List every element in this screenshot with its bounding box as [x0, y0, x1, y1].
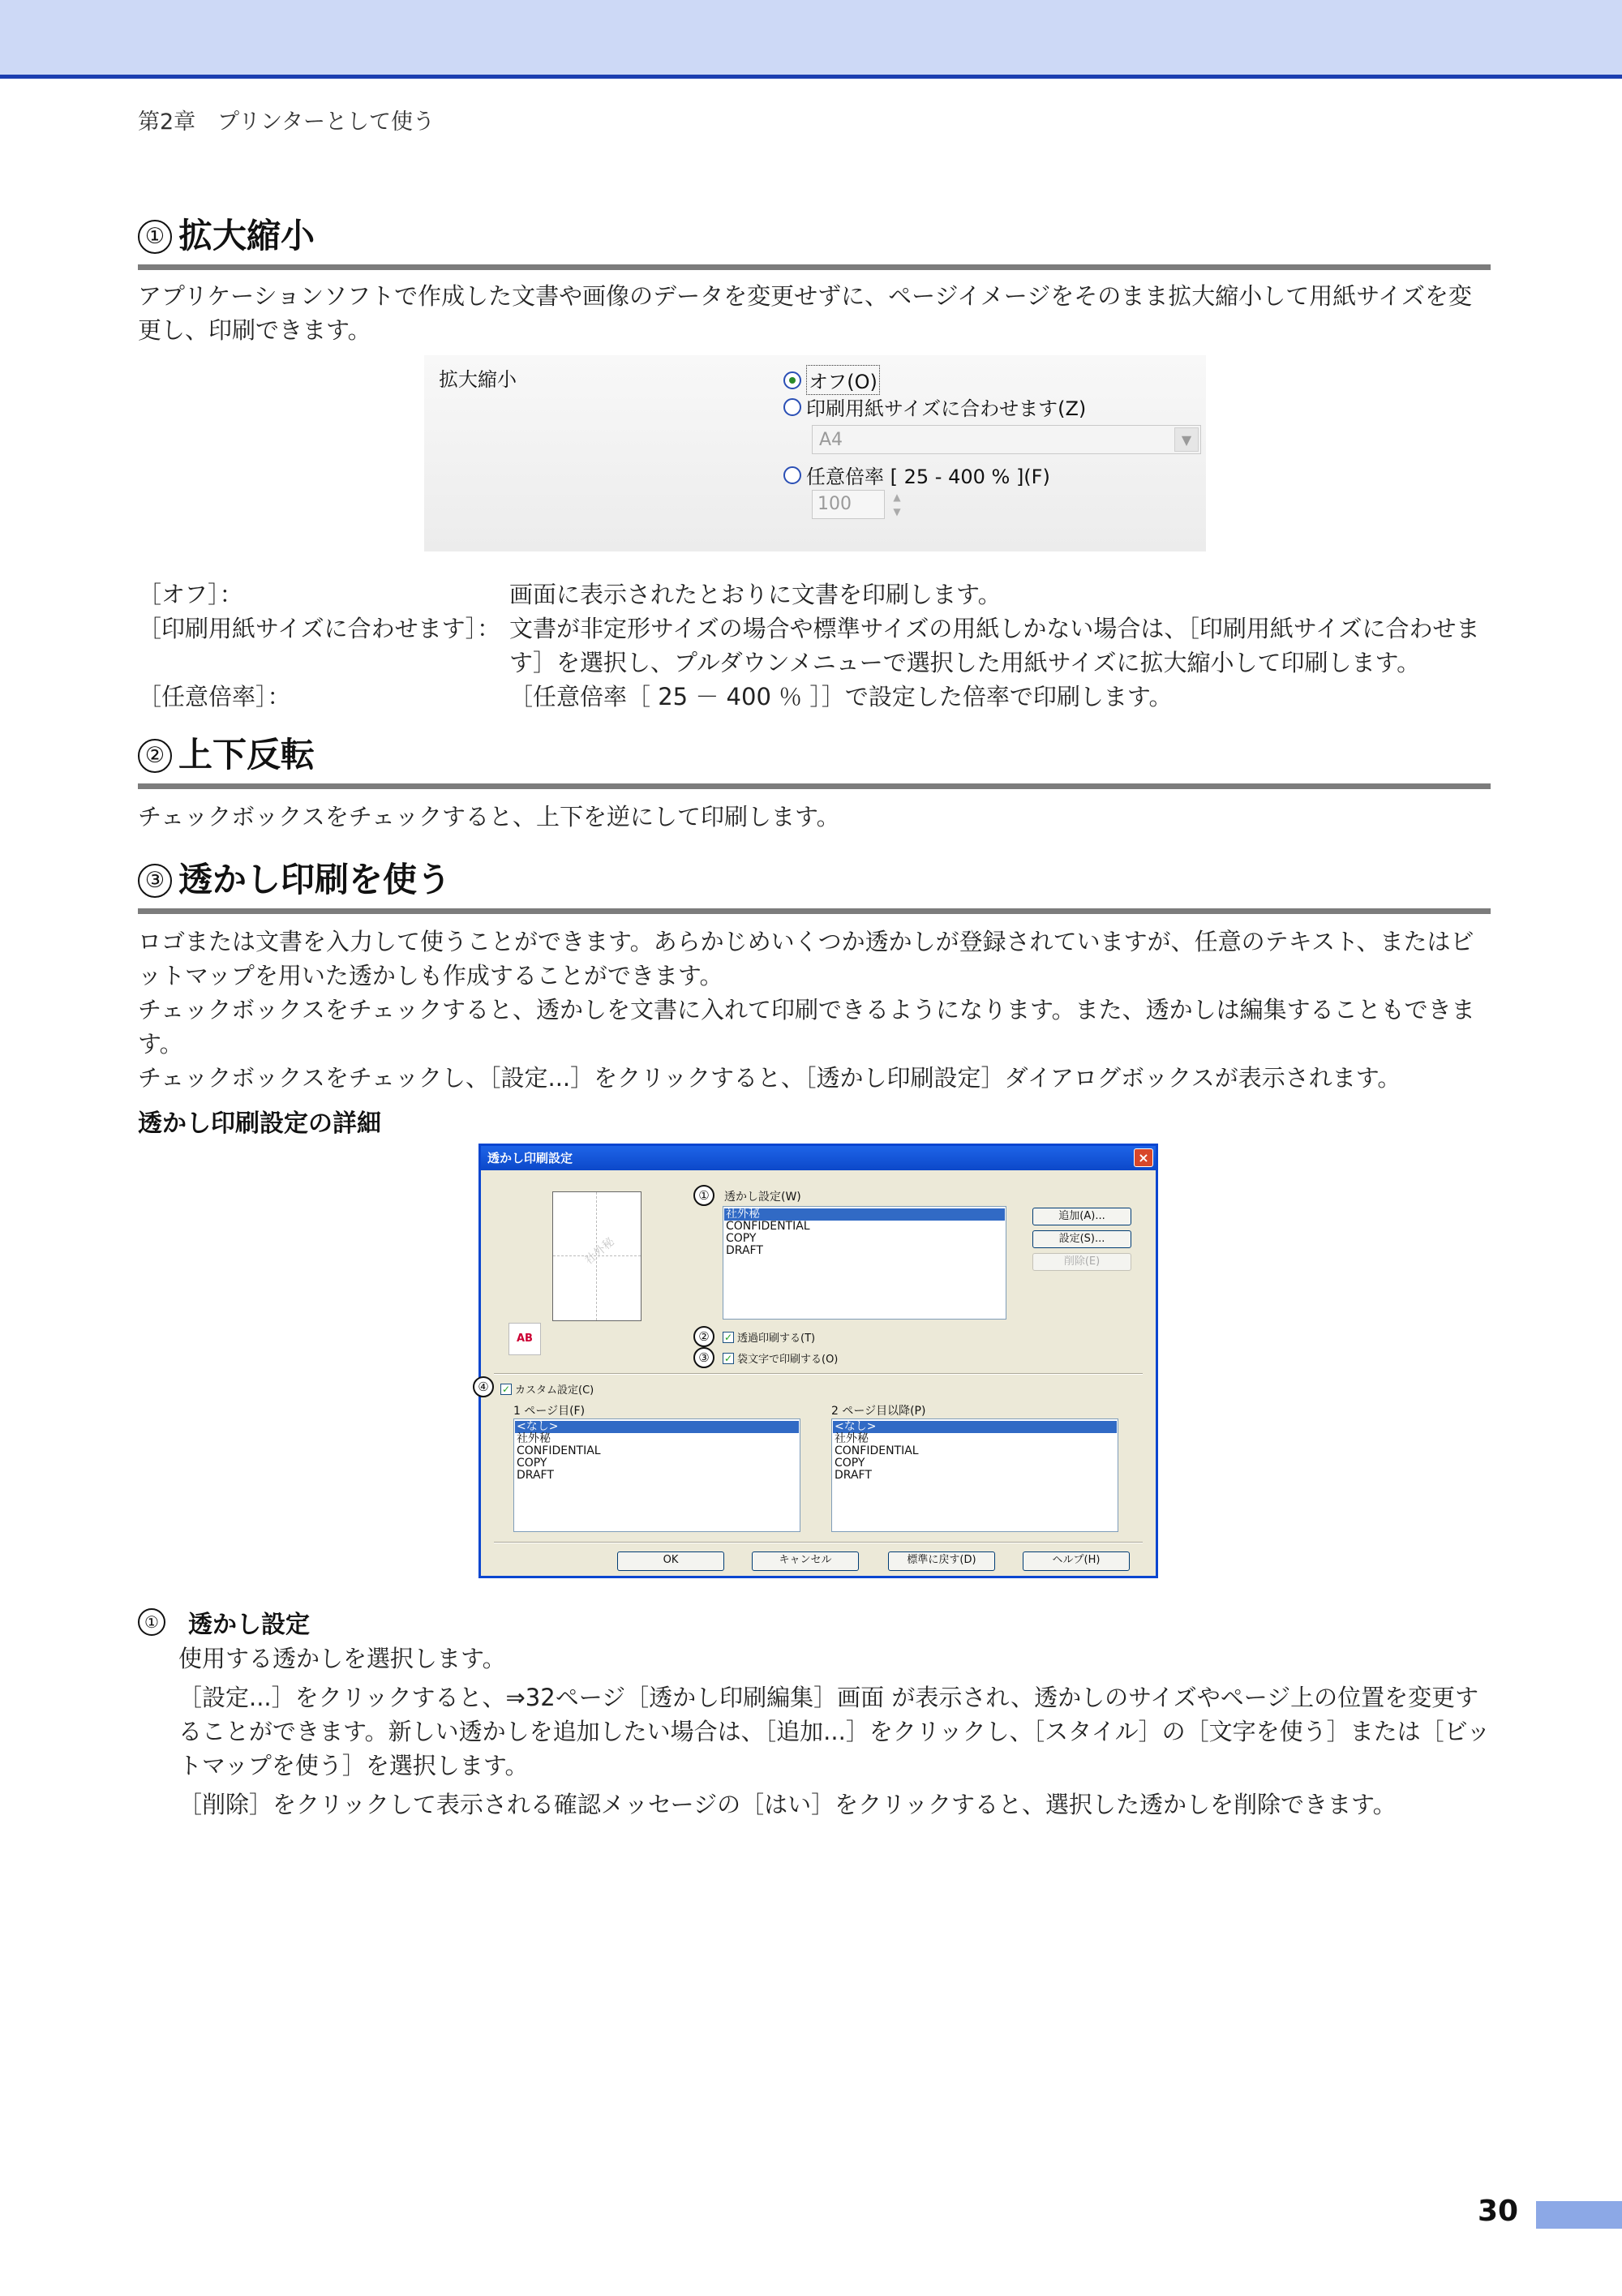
paragraph: チェックボックスをチェックすると、透かしを文書に入れて印刷できるようになります。また、透かしは編集することもできます。: [138, 996, 1475, 1058]
dialog-titlebar: [481, 1146, 1156, 1170]
definition-term: ［印刷用紙サイズに合わせます］：: [138, 615, 501, 642]
paper-size-dropdown[interactable]: [812, 425, 1201, 454]
paragraph: 使用する透かしを選択します。: [178, 1645, 506, 1672]
transparent-checkbox[interactable]: [723, 1329, 815, 1345]
delete-button[interactable]: 削除(E): [1032, 1253, 1131, 1271]
section-title: 拡大縮小: [178, 216, 315, 255]
header-band: [0, 0, 1622, 79]
definition-desc: ［任意倍率［ 25 － 400 ％ ］］で設定した倍率で印刷します。: [509, 683, 1173, 710]
paragraph: ロゴまたは文書を入力して使うことができます。あらかじめいくつか透かしが登録されていますが、任意のテキスト、またはビットマップを用いた透かしも作成することができます。: [138, 928, 1474, 989]
preview-watermark: 社外秘: [582, 1235, 617, 1268]
checkbox-label: 透過印刷する(T): [737, 1333, 816, 1345]
text-style-icon: AB: [508, 1323, 541, 1355]
section-body: [138, 925, 1492, 1095]
list-item[interactable]: CONFIDENTIAL: [517, 1444, 601, 1457]
list-item[interactable]: DRAFT: [726, 1244, 763, 1257]
item-title: 透かし設定: [188, 1611, 310, 1639]
subsection-heading: 透かし印刷設定の詳細: [138, 1109, 381, 1138]
checkbox-checked-icon: ✓: [501, 1383, 511, 1395]
section-number: ②: [138, 739, 172, 773]
definition-row: [138, 612, 1492, 680]
scaling-panel-screenshot: [424, 355, 1206, 551]
section-number: ①: [138, 220, 172, 254]
help-button[interactable]: ヘルプ(H): [1023, 1551, 1130, 1571]
list-item[interactable]: COPY: [835, 1457, 865, 1470]
paragraph: ［設定...］をクリックすると、⇒32ページ［透かし印刷編集］画面 が表示され、透かしのサイズやページ上の位置を変更することができます。新しい透かしを追加したい場合は、［追加...］をクリックし、［スタイル］の［文字を使う］または［ビットマップを使う］を選択します。: [178, 1684, 1491, 1779]
section-number: ③: [138, 864, 172, 898]
scaling-label: 拡大縮小: [439, 368, 517, 391]
list-item[interactable]: 社外秘: [724, 1208, 1005, 1221]
callout-1: ①: [693, 1185, 714, 1206]
list-item[interactable]: DRAFT: [517, 1469, 554, 1482]
divider: [494, 1373, 1143, 1375]
checkbox-label: カスタム設定(C): [515, 1384, 594, 1397]
radio-fit-to-paper[interactable]: [783, 393, 1086, 421]
custom-settings-checkbox[interactable]: [500, 1381, 594, 1397]
ratio-input[interactable]: 100: [812, 490, 885, 519]
radio-off[interactable]: [783, 365, 880, 395]
outline-text-checkbox[interactable]: [723, 1350, 838, 1366]
definition-term: ［任意倍率］：: [138, 683, 291, 710]
definition-list: [138, 577, 1492, 714]
radio-unselected-icon: [783, 466, 801, 484]
list-item[interactable]: COPY: [726, 1232, 757, 1245]
callout-4: ④: [473, 1376, 494, 1397]
checkbox-checked-icon: ✓: [723, 1331, 733, 1343]
callout-2: ②: [693, 1326, 714, 1347]
section-body: チェックボックスをチェックすると、上下を逆にして印刷します。: [138, 803, 840, 830]
definition-desc: 画面に表示されたとおりに文書を印刷します。: [509, 581, 1002, 608]
item-heading: [138, 1604, 310, 1640]
radio-unselected-icon: [783, 398, 801, 416]
definition-desc: 文書が非定形サイズの場合や標準サイズの用紙しかない場合は、［印刷用紙サイズに合わせます］を選択し、プルダウンメニューで選択した用紙サイズに拡大縮小して印刷します。: [509, 615, 1480, 676]
item-number: ①: [138, 1608, 165, 1636]
section-heading-watermark: [138, 853, 1491, 914]
page2-watermark-list[interactable]: [831, 1418, 1118, 1532]
chapter-title: 第2章 プリンターとして使う: [138, 109, 436, 135]
checkbox-label: 袋文字で印刷する(O): [737, 1354, 839, 1366]
watermark-list[interactable]: [723, 1206, 1006, 1320]
section-body: アプリケーションソフトで作成した文書や画像のデータを変更せずに、ページイメージをそのまま拡大縮小して用紙サイズを変更し、印刷できます。: [138, 282, 1472, 344]
cancel-button[interactable]: キャンセル: [752, 1551, 859, 1571]
definition-row: [138, 680, 1492, 714]
radio-label: 印刷用紙サイズに合わせます(Z): [806, 397, 1087, 420]
list-item[interactable]: 社外秘: [517, 1432, 551, 1445]
page-number: 30: [1478, 2195, 1519, 2228]
section-heading-flip: [138, 728, 1491, 789]
radio-custom-ratio[interactable]: [783, 461, 1050, 489]
list-item[interactable]: COPY: [517, 1457, 547, 1470]
ok-button[interactable]: OK: [617, 1551, 724, 1571]
list-item[interactable]: <なし>: [515, 1421, 799, 1433]
page1-label: 1 ページ目(F): [513, 1405, 586, 1418]
spinner-arrows-icon[interactable]: ▲ ▼: [893, 491, 901, 517]
definition-row: [138, 577, 1492, 612]
radio-selected-icon: [783, 371, 801, 389]
close-icon[interactable]: ×: [1134, 1148, 1153, 1167]
paragraph: ［削除］をクリックして表示される確認メッセージの［はい］をクリックすると、選択した透かしを削除できます。: [178, 1791, 1397, 1818]
page2-label: 2 ページ目以降(P): [831, 1405, 926, 1418]
radio-label: オフ(O): [806, 365, 880, 395]
checkbox-checked-icon: ✓: [723, 1352, 733, 1364]
section-heading-scaling: [138, 209, 1491, 270]
watermark-settings-dialog: [478, 1144, 1158, 1578]
watermark-list-label: 透かし設定(W): [724, 1191, 801, 1204]
settings-button[interactable]: 設定(S)...: [1032, 1230, 1131, 1248]
paper-size-value: A4: [819, 430, 843, 450]
list-item[interactable]: CONFIDENTIAL: [726, 1220, 810, 1233]
callout-3: ③: [693, 1347, 714, 1368]
list-item[interactable]: DRAFT: [835, 1469, 872, 1482]
list-item[interactable]: <なし>: [833, 1421, 1117, 1433]
list-item[interactable]: 社外秘: [835, 1432, 869, 1445]
paragraph: チェックボックスをチェックし、［設定...］をクリックすると、［透かし印刷設定］ダイアログボックスが表示されます。: [138, 1064, 1401, 1092]
page1-watermark-list[interactable]: [513, 1418, 800, 1532]
radio-label: 任意倍率 [ 25 - 400 % ](F): [806, 466, 1050, 488]
item-body: [178, 1642, 1492, 1826]
restore-default-button[interactable]: 標準に戻す(D): [888, 1551, 995, 1571]
page-preview: [552, 1191, 642, 1321]
definition-term: ［オフ］：: [138, 581, 243, 608]
page-number-bar: [1536, 2201, 1622, 2229]
divider: [494, 1542, 1143, 1543]
list-item[interactable]: CONFIDENTIAL: [835, 1444, 919, 1457]
dialog-title: 透かし印刷設定: [487, 1151, 573, 1165]
section-title: 上下反転: [178, 735, 315, 775]
chevron-down-icon[interactable]: ▼: [1174, 427, 1199, 452]
add-button[interactable]: 追加(A)...: [1032, 1208, 1131, 1225]
section-title: 透かし印刷を使う: [178, 860, 452, 899]
